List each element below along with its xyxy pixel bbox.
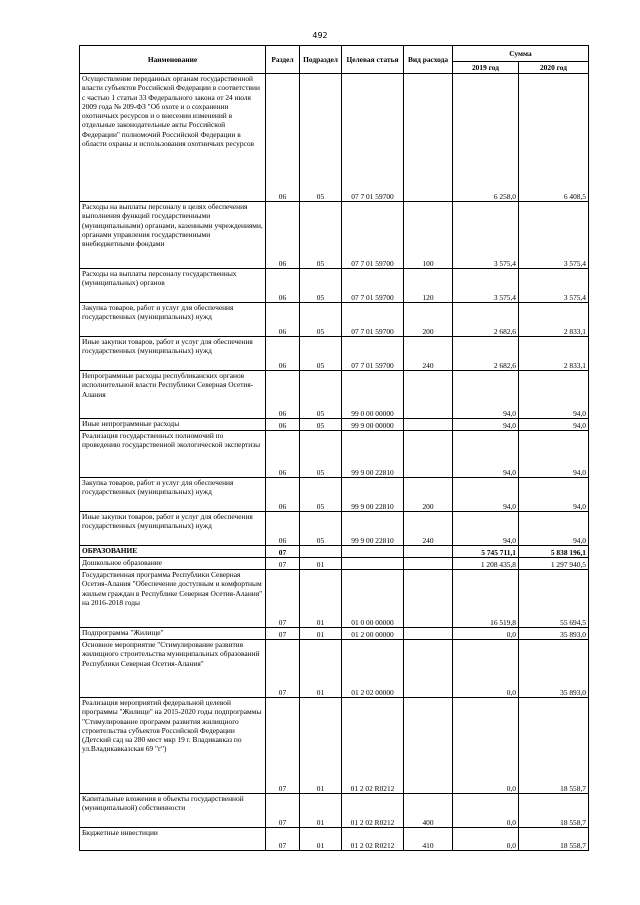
row-section: 06 [266, 431, 300, 478]
row-type: 410 [404, 828, 453, 851]
col-header-expense-type: Вид расхода [404, 46, 453, 74]
row-type [404, 628, 453, 640]
row-2019: 1 208 435,8 [453, 558, 519, 570]
row-target: 01 2 02 R0212 [342, 794, 404, 828]
row-2020: 94,0 [519, 419, 589, 431]
page-number: 492 [312, 31, 328, 40]
table-row [80, 478, 589, 512]
row-target [342, 546, 404, 558]
row-type [404, 419, 453, 431]
row-2019: 0,0 [453, 628, 519, 640]
row-2020: 55 694,5 [519, 570, 589, 628]
col-header-target: Целевая статья [342, 46, 404, 74]
table-row [80, 640, 589, 698]
row-2020: 2 833,1 [519, 303, 589, 337]
row-target: 07 7 01 59700 [342, 337, 404, 371]
row-2019: 94,0 [453, 431, 519, 478]
row-target: 01 2 00 00000 [342, 628, 404, 640]
row-2020: 1 297 940,5 [519, 558, 589, 570]
row-name: Бюджетные инвестиции [80, 828, 266, 851]
row-target: 99 9 00 22810 [342, 512, 404, 546]
row-2019: 0,0 [453, 828, 519, 851]
row-target: 07 7 01 59700 [342, 74, 404, 202]
row-type [404, 371, 453, 419]
table-row [80, 546, 589, 558]
row-section: 07 [266, 640, 300, 698]
row-subsection: 01 [300, 640, 342, 698]
row-2020: 2 833,1 [519, 337, 589, 371]
row-name: Реализация мероприятий федеральной целевой программы "Жилище" на 2015-2020 годы подпрограммы "Стимулирование программ развития жилищного строительства субъектов Российской Федерации (Детский сад на 280 мест мкр 19 г. Владикавказ по ул.Владикавказская 69 "г") [80, 698, 266, 794]
row-type [404, 546, 453, 558]
table-body [80, 74, 589, 851]
row-name: ОБРАЗОВАНИЕ [80, 546, 266, 558]
row-2019: 2 682,6 [453, 303, 519, 337]
row-2019: 3 575,4 [453, 269, 519, 303]
row-type: 200 [404, 303, 453, 337]
row-type [404, 431, 453, 478]
row-section: 06 [266, 74, 300, 202]
row-section: 06 [266, 269, 300, 303]
row-2019: 94,0 [453, 419, 519, 431]
table-row [80, 698, 589, 794]
row-subsection: 05 [300, 202, 342, 269]
row-section: 07 [266, 570, 300, 628]
row-section: 07 [266, 698, 300, 794]
row-2020: 94,0 [519, 371, 589, 419]
row-name: Иные непрограммные расходы [80, 419, 266, 431]
row-type: 400 [404, 794, 453, 828]
row-name: Дошкольное образование [80, 558, 266, 570]
table-row [80, 337, 589, 371]
row-name: Иные закупки товаров, работ и услуг для обеспечения государственных (муниципальных) нужд [80, 337, 266, 371]
col-header-name: Наименование [80, 46, 266, 74]
row-target: 99 9 00 22810 [342, 478, 404, 512]
table-row [80, 512, 589, 546]
row-subsection: 05 [300, 419, 342, 431]
row-type: 240 [404, 512, 453, 546]
row-subsection: 05 [300, 371, 342, 419]
row-section: 06 [266, 512, 300, 546]
row-section: 07 [266, 828, 300, 851]
row-section: 06 [266, 478, 300, 512]
row-target: 99 9 00 22810 [342, 431, 404, 478]
col-header-2020: 2020 год [519, 62, 589, 74]
row-subsection: 05 [300, 431, 342, 478]
row-subsection: 05 [300, 337, 342, 371]
row-name: Расходы на выплаты персоналу государственных (муниципальных) органов [80, 269, 266, 303]
budget-table [79, 45, 589, 851]
row-2019: 94,0 [453, 371, 519, 419]
row-subsection: 05 [300, 512, 342, 546]
row-type [404, 74, 453, 202]
row-type [404, 698, 453, 794]
col-header-sum: Сумма [453, 46, 589, 62]
row-section: 07 [266, 558, 300, 570]
row-2019: 0,0 [453, 640, 519, 698]
row-2020: 94,0 [519, 478, 589, 512]
row-section: 06 [266, 303, 300, 337]
row-target: 01 2 02 R0212 [342, 698, 404, 794]
row-section: 07 [266, 794, 300, 828]
row-target: 99 9 00 00000 [342, 419, 404, 431]
row-2019: 5 745 711,1 [453, 546, 519, 558]
row-subsection: 01 [300, 628, 342, 640]
row-2020: 35 893,0 [519, 628, 589, 640]
row-2019: 2 682,6 [453, 337, 519, 371]
row-name: Осуществление переданных органам государственной власти субъектов Российской Федерации в соответствии с частью 1 статьи 33 Федерального закона от 24 июля 2009 года № 209-ФЗ "Об охоте и о сохранении охотничьих ресурсов и о внесении изменений в отдельные законодательные акты Российской Федерации" полномочий Российской Федерации в области охраны и использования охотничьих ресурсов [80, 74, 266, 202]
header-row [80, 46, 589, 62]
row-2020: 35 893,0 [519, 640, 589, 698]
row-target [342, 558, 404, 570]
row-2019: 6 258,0 [453, 74, 519, 202]
row-2019: 0,0 [453, 794, 519, 828]
row-2020: 5 838 196,1 [519, 546, 589, 558]
row-section: 06 [266, 371, 300, 419]
row-2020: 3 575,4 [519, 202, 589, 269]
row-2020: 94,0 [519, 431, 589, 478]
row-type: 100 [404, 202, 453, 269]
row-name: Иные закупки товаров, работ и услуг для обеспечения государственных (муниципальных) нужд [80, 512, 266, 546]
row-2019: 0,0 [453, 698, 519, 794]
row-subsection: 05 [300, 478, 342, 512]
row-2020: 94,0 [519, 512, 589, 546]
row-subsection: 01 [300, 558, 342, 570]
table-row [80, 371, 589, 419]
row-2019: 94,0 [453, 478, 519, 512]
row-name: Расходы на выплаты персоналу в целях обеспечения выполнения функций государственными (муниципальными) органами, казенными учреждениями, органами управления государственными внебюджетными фондами [80, 202, 266, 269]
row-name: Государственная программа Республики Северная Осетия-Алания "Обеспечение доступным и комфортным жильем граждан в Республике Северная Осетия-Алания" на 2016-2018 годы [80, 570, 266, 628]
row-2020: 18 558,7 [519, 828, 589, 851]
table-row [80, 303, 589, 337]
row-subsection: 01 [300, 698, 342, 794]
row-type [404, 640, 453, 698]
table-row [80, 828, 589, 851]
row-name: Подпрограмма "Жилище" [80, 628, 266, 640]
table-row [80, 558, 589, 570]
row-type: 240 [404, 337, 453, 371]
row-target: 01 0 00 00000 [342, 570, 404, 628]
table-row [80, 628, 589, 640]
row-2020: 18 558,7 [519, 794, 589, 828]
row-section: 07 [266, 546, 300, 558]
row-2019: 3 575,4 [453, 202, 519, 269]
table-row [80, 570, 589, 628]
row-subsection: 05 [300, 269, 342, 303]
row-name: Капитальные вложения в объекты государственной (муниципальной) собственности [80, 794, 266, 828]
row-name: Непрограммные расходы республиканских органов исполнительной власти Республики Северная Осетия-Алания [80, 371, 266, 419]
row-type [404, 570, 453, 628]
table-row [80, 794, 589, 828]
row-subsection [300, 546, 342, 558]
row-2019: 16 519,8 [453, 570, 519, 628]
table-row [80, 74, 589, 202]
row-2020: 18 558,7 [519, 698, 589, 794]
row-subsection: 01 [300, 794, 342, 828]
table-row [80, 202, 589, 269]
row-type [404, 558, 453, 570]
row-2019: 94,0 [453, 512, 519, 546]
col-header-subsection: Подраздел [300, 46, 342, 74]
row-section: 06 [266, 337, 300, 371]
col-header-2019: 2019 год [453, 62, 519, 74]
row-name: Реализация государственных полномочий по проведению государственной экологической экспертизы [80, 431, 266, 478]
row-name: Закупка товаров, работ и услуг для обеспечения государственных (муниципальных) нужд [80, 478, 266, 512]
row-subsection: 01 [300, 570, 342, 628]
row-target: 01 2 02 R0212 [342, 828, 404, 851]
table-row [80, 269, 589, 303]
table-row [80, 431, 589, 478]
row-2020: 6 408,5 [519, 74, 589, 202]
row-target: 07 7 01 59700 [342, 303, 404, 337]
row-target: 99 0 00 00000 [342, 371, 404, 419]
row-section: 07 [266, 628, 300, 640]
table-row [80, 419, 589, 431]
row-subsection: 05 [300, 74, 342, 202]
row-type: 120 [404, 269, 453, 303]
row-2020: 3 575,4 [519, 269, 589, 303]
row-subsection: 01 [300, 828, 342, 851]
col-header-section: Раздел [266, 46, 300, 74]
row-target: 07 7 01 59700 [342, 269, 404, 303]
row-target: 07 7 01 59700 [342, 202, 404, 269]
row-name: Основное мероприятие "Стимулирование развития жилищного строительства муниципальных образований Республики Северная Осетия-Алания" [80, 640, 266, 698]
row-section: 06 [266, 419, 300, 431]
row-name: Закупка товаров, работ и услуг для обеспечения государственных (муниципальных) нужд [80, 303, 266, 337]
row-section: 06 [266, 202, 300, 269]
row-type: 200 [404, 478, 453, 512]
row-subsection: 05 [300, 303, 342, 337]
row-target: 01 2 02 00000 [342, 640, 404, 698]
